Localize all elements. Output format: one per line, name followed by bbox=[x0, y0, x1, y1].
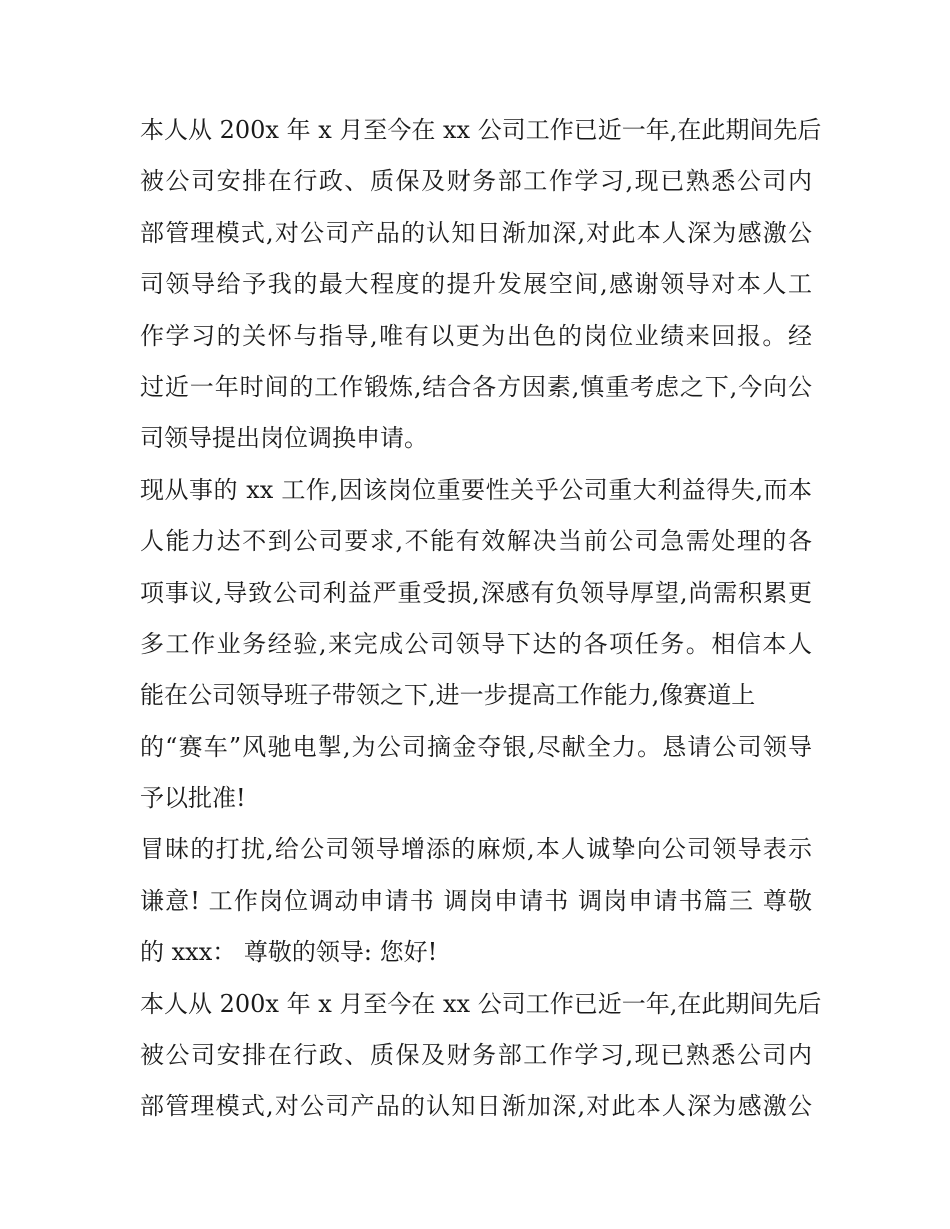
text-line: 本人从 200x 年 x 月至今在 xx 公司工作已近一年,在此期间先后 bbox=[140, 116, 822, 144]
text-line: 谦意! 工作岗位调动申请书 调岗申请书 调岗申请书篇三 尊敬 bbox=[140, 886, 812, 915]
text-line: 能在公司领导班子带领之下,进一步提高工作能力,像赛道上 bbox=[140, 681, 756, 710]
text-line: 被公司安排在行政、质保及财务部工作学习,现已熟悉公司内 bbox=[140, 1041, 812, 1070]
document-body bbox=[140, 105, 822, 1133]
text-line: 部管理模式,对公司产品的认知日渐加深,对此本人深为感激公 bbox=[140, 1092, 812, 1121]
text-line: 多工作业务经验,来完成公司领导下达的各项任务。相信本人 bbox=[140, 629, 812, 658]
text-line: 司领导提出岗位调换申请。 bbox=[140, 424, 428, 453]
text-line: 司领导给予我的最大程度的提升发展空间,感谢领导对本人工 bbox=[140, 270, 812, 299]
text-line: 予以批准! bbox=[140, 784, 246, 813]
text-line: 的“赛车”风驰电掣,为公司摘金夺银,尽献全力。恳请公司领导 bbox=[140, 732, 812, 761]
text-line: 作学习的关怀与指导,唯有以更为出色的岗位业绩来回报。经 bbox=[140, 321, 812, 350]
text-line: 人能力达不到公司要求,不能有效解决当前公司急需处理的各 bbox=[140, 527, 812, 556]
text-line: 的 xxx： 尊敬的领导: 您好! bbox=[140, 938, 438, 967]
text-line: 现从事的 xx 工作,因该岗位重要性关乎公司重大利益得失,而本 bbox=[140, 475, 812, 504]
text-line: 部管理模式,对公司产品的认知日渐加深,对此本人深为感激公 bbox=[140, 218, 812, 247]
text-line: 项事议,导致公司利益严重受损,深感有负领导厚望,尚需积累更 bbox=[140, 578, 812, 607]
text-line: 过近一年时间的工作锻炼,结合各方因素,慎重考虑之下,今向公 bbox=[140, 372, 812, 401]
text-line: 冒昧的打扰,给公司领导增添的麻烦,本人诚挚向公司领导表示 bbox=[140, 835, 812, 864]
text-line: 本人从 200x 年 x 月至今在 xx 公司工作已近一年,在此期间先后 bbox=[140, 989, 822, 1018]
text-line: 被公司安排在行政、质保及财务部工作学习,现已熟悉公司内 bbox=[140, 167, 812, 196]
